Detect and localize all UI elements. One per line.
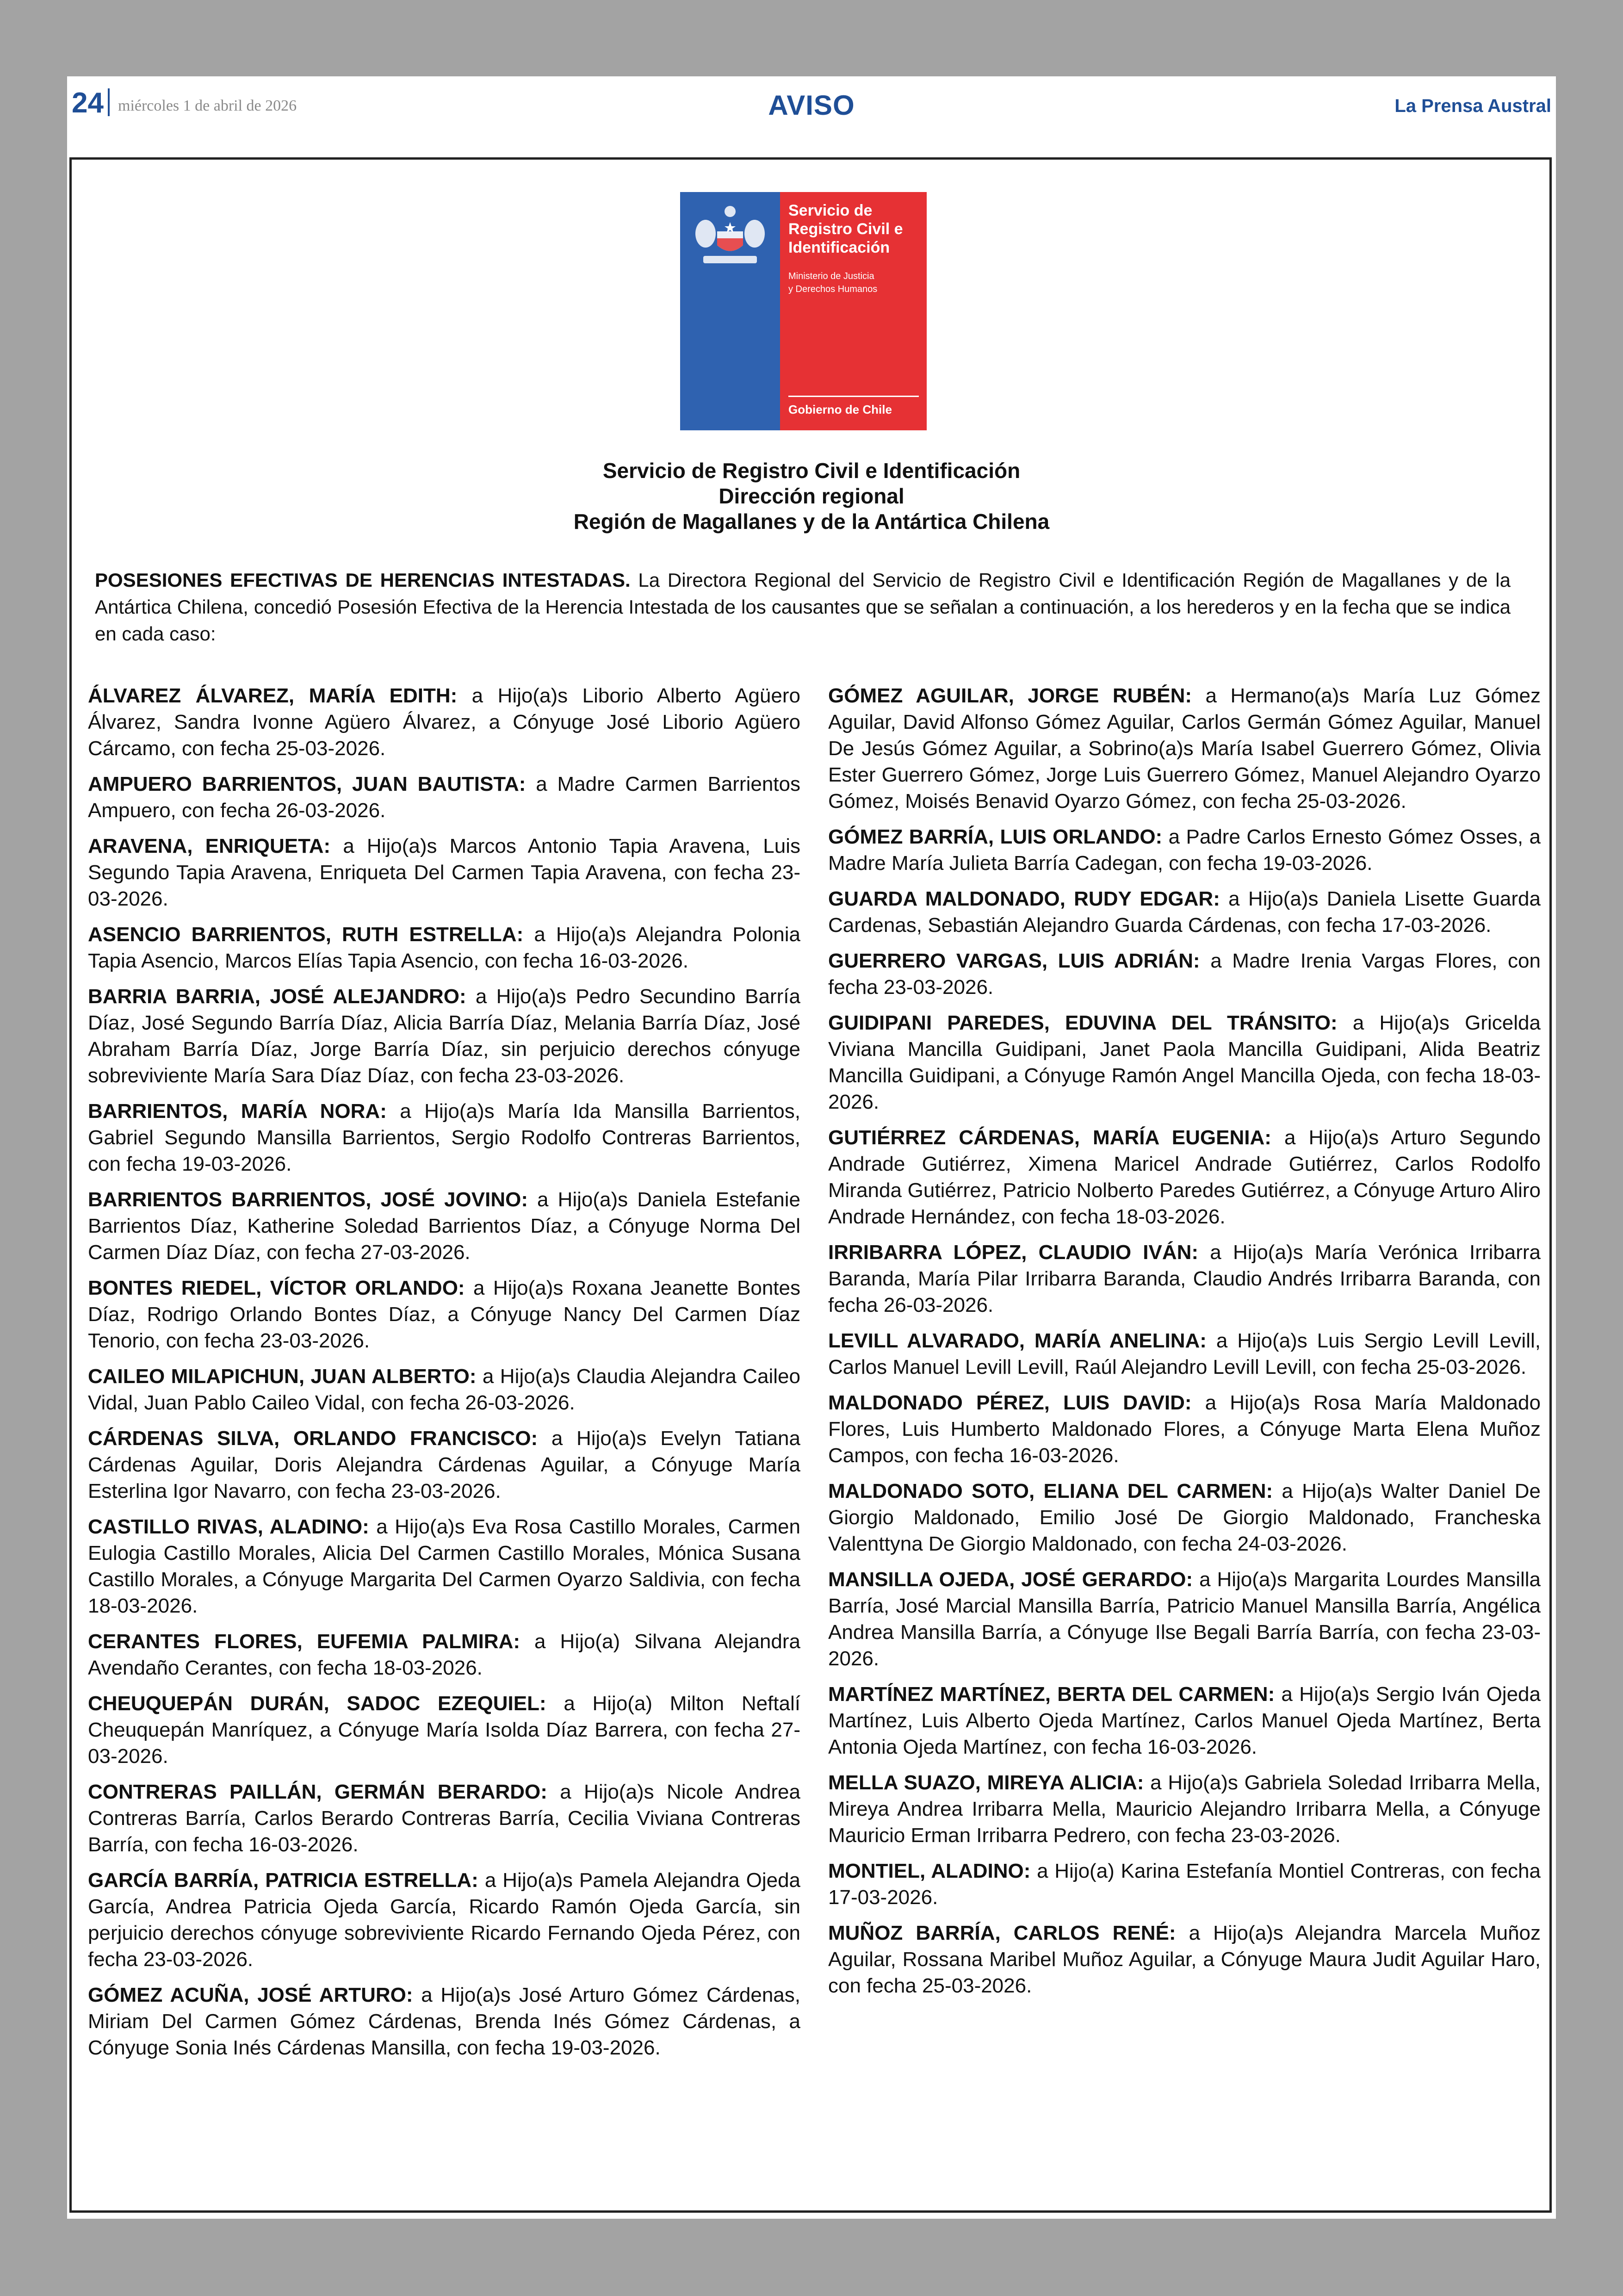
decedent-name: GÓMEZ AGUILAR, JORGE RUBÉN: [828, 684, 1192, 707]
heirs-text: a Madre Carmen Barrientos Ampuero, con fecha 26-03-2026. [88, 773, 800, 822]
heirs-text: a Hijo(a)s Sergio Iván Ojeda Martínez, Luis Alberto Ojeda Martínez, Carlos Manuel Ojeda Martínez, Berta Antonia Ojeda Martínez, con fecha 16-03-2026. [828, 1683, 1541, 1758]
notice-entry [828, 683, 1541, 814]
heirs-text: a Hijo(a)s María Ida Mansilla Barrientos, Gabriel Segundo Mansilla Barrientos, Sergio Rodolfo Contreras Barrientos, con fecha 19-03-2026. [88, 1100, 800, 1175]
notice-entry [88, 1186, 800, 1266]
page-date: miércoles 1 de abril de 2026 [118, 97, 297, 114]
notice-entry [88, 1098, 800, 1177]
heirs-text: a Hijo(a)s Gricelda Viviana Mancilla Guidipani, Janet Paola Mancilla Guidipani, Alida Beatriz Mancilla Guidipani, a Cónyuge Ramón Angel Mancilla Ojeda, con fecha 18-03-2026. [828, 1011, 1541, 1113]
section-title: AVISO [768, 90, 855, 121]
decedent-name: CHEUQUEPÁN DURÁN, SADOC EZEQUIEL: [88, 1692, 546, 1715]
notice-entry [88, 683, 800, 762]
decedent-name: GUTIÉRREZ CÁRDENAS, MARÍA EUGENIA: [828, 1126, 1271, 1149]
heirs-text: a Hijo(a)s Roxana Jeanette Bontes Díaz, Rodrigo Orlando Bontes Díaz, a Cónyuge Nancy Del Carmen Díaz Tenorio, con fecha 23-03-2026. [88, 1277, 800, 1352]
newspaper-name: La Prensa Austral [1394, 96, 1551, 116]
page-header [67, 76, 1556, 132]
intro-text: La Directora Regional del Servicio de Registro Civil e Identificación Región de Magallanes y de la Antártica Chilena, concedió Posesión Efectiva de la Herencia Intestada de los causantes que se señalan a continuación, a los herederos y en la fecha que se indica en cada caso: [95, 569, 1511, 645]
heirs-text: a Hijo(a) Milton Neftalí Cheuquepán Manríquez, a Cónyuge María Isolda Díaz Barrera, con fecha 27-03-2026. [88, 1692, 800, 1768]
agency-line-2: Dirección regional [719, 484, 904, 508]
agency-heading [67, 458, 1556, 534]
notice-entry [828, 1328, 1541, 1380]
registro-civil-logo [680, 192, 927, 430]
notice-entry [828, 1566, 1541, 1672]
heirs-text: a Hijo(a)s Alejandra Marcela Muñoz Aguilar, Rossana Maribel Muñoz Aguilar, a Cónyuge Maura Judit Aguilar Haro, con fecha 25-03-2026. [828, 1922, 1541, 1997]
heirs-text: a Hijo(a)s Luis Sergio Levill Levill, Carlos Manuel Levill Levill, Raúl Alejandro Levill Levill, con fecha 25-03-2026. [828, 1329, 1541, 1378]
heirs-text: a Hijo(a)s Daniela Estefanie Barrientos Díaz, Katherine Soledad Barrientos Díaz, a Cónyuge Norma Del Carmen Díaz Díaz, con fecha 27-03-2026. [88, 1188, 801, 1264]
notice-entry [88, 833, 800, 912]
heirs-text: a Hijo(a) Karina Estefanía Montiel Contreras, con fecha 17-03-2026. [828, 1860, 1541, 1909]
notice-entry [828, 948, 1541, 1000]
decedent-name: GÓMEZ BARRÍA, LUIS ORLANDO: [828, 825, 1163, 848]
heirs-text: a Hijo(a)s Marcos Antonio Tapia Aravena, Luis Segundo Tapia Aravena, Enriqueta Del Carmen Tapia Aravena, con fecha 23-03-2026. [88, 835, 801, 910]
heirs-text: a Hijo(a)s Rosa María Maldonado Flores, Luis Humberto Maldonado Flores, a Cónyuge Marta Elena Muñoz Campos, con fecha 16-03-2026. [828, 1391, 1541, 1467]
decedent-name: BARRIENTOS, MARÍA NORA: [88, 1100, 387, 1123]
heirs-text: a Hijo(a)s Liborio Alberto Agüero Álvarez, Sandra Ivonne Agüero Álvarez, a Cónyuge José Liborio Agüero Cárcamo, con fecha 25-03-2026. [88, 684, 800, 760]
decedent-name: GARCÍA BARRÍA, PATRICIA ESTRELLA: [88, 1869, 478, 1892]
logo-red-panel [780, 192, 927, 430]
decedent-name: CASTILLO RIVAS, ALADINO: [88, 1515, 369, 1538]
notice-entry [828, 1010, 1541, 1115]
heirs-text: a Hijo(a)s Alejandra Polonia Tapia Asencio, Marcos Elías Tapia Asencio, con fecha 16-03-2026. [88, 923, 800, 972]
decedent-name: MELLA SUAZO, MIREYA ALICIA: [828, 1771, 1144, 1794]
decedent-name: IRRIBARRA LÓPEZ, CLAUDIO IVÁN: [828, 1241, 1199, 1264]
heirs-text: a Hijo(a)s Claudia Alejandra Caileo Vidal, Juan Pablo Caileo Vidal, con fecha 26-03-2026. [88, 1365, 800, 1414]
decedent-name: BARRIENTOS BARRIENTOS, JOSÉ JOVINO: [88, 1188, 528, 1211]
heirs-text: a Hijo(a)s Arturo Segundo Andrade Gutiérrez, Ximena Maricel Andrade Gutiérrez, Carlos Rodolfo Miranda Gutiérrez, Patricio Nolberto Paredes Gutiérrez, a Cónyuge Arturo Aliro Andrade Hernández, con fecha 18-03-2026. [828, 1126, 1541, 1228]
notice-entry [828, 1124, 1541, 1230]
decedent-name: MONTIEL, ALADINO: [828, 1860, 1031, 1882]
decedent-name: CONTRERAS PAILLÁN, GERMÁN BERARDO: [88, 1781, 547, 1803]
decedent-name: CERANTES FLORES, EUFEMIA PALMIRA: [88, 1630, 520, 1653]
notice-entry [828, 1390, 1541, 1469]
coat-of-arms-icon [689, 201, 771, 271]
decedent-name: GUERRERO VARGAS, LUIS ADRIÁN: [828, 949, 1200, 972]
decedent-name: LEVILL ALVARADO, MARÍA ANELINA: [828, 1329, 1207, 1352]
decedent-name: MALDONADO PÉREZ, LUIS DAVID: [828, 1391, 1192, 1414]
notice-entry [828, 1769, 1541, 1849]
decedent-name: BARRIA BARRIA, JOSÉ ALEJANDRO: [88, 985, 466, 1008]
heirs-text: a Hijo(a)s Margarita Lourdes Mansilla Barría, José Marcial Mansilla Barría, Patricio Manuel Mansilla Barría, Angélica Andrea Mansilla Barría, a Cónyuge Ilse Begali Barría Barría, con fecha 23-03-2026. [828, 1568, 1541, 1670]
heirs-text: a Hijo(a)s Nicole Andrea Contreras Barría, Carlos Berardo Contreras Barría, Cecilia Viviana Contreras Barría, con fecha 16-03-2026. [88, 1781, 800, 1856]
notice-entry [88, 771, 800, 824]
agency-line-3: Región de Magallanes y de la Antártica Chilena [573, 509, 1050, 534]
decedent-name: MALDONADO SOTO, ELIANA DEL CARMEN: [828, 1480, 1273, 1502]
logo-gobierno: Gobierno de Chile [788, 403, 892, 416]
decedent-name: AMPUERO BARRIENTOS, JUAN BAUTISTA: [88, 773, 526, 795]
decedent-name: MUÑOZ BARRÍA, CARLOS RENÉ: [828, 1922, 1176, 1944]
heirs-text: a Hijo(a)s José Arturo Gómez Cárdenas, Miriam Del Carmen Gómez Cárdenas, Brenda Inés Gómez Cárdenas, a Cónyuge Sonia Inés Cárdenas Mansilla, con fecha 19-03-2026. [88, 1984, 800, 2059]
logo-divider [788, 396, 919, 397]
heirs-text: a Hijo(a)s Walter Daniel De Giorgio Maldonado, Emilio José De Giorgio Maldonado, Francheska Valenttyna De Giorgio Maldonado, con fecha 24-03-2026. [828, 1480, 1541, 1555]
notice-entry [88, 1690, 800, 1769]
decedent-name: ARAVENA, ENRIQUETA: [88, 835, 331, 857]
decedent-name: BONTES RIEDEL, VÍCTOR ORLANDO: [88, 1277, 465, 1299]
notice-entry [88, 1425, 800, 1504]
notice-entry [88, 1363, 800, 1416]
notice-entry [88, 983, 800, 1089]
newspaper-page [67, 76, 1556, 2219]
notice-entry [88, 1779, 800, 1858]
heirs-text: a Hijo(a)s Daniela Lisette Guarda Cardenas, Sebastián Alejandro Guarda Cárdenas, con fecha 17-03-2026. [828, 887, 1541, 937]
agency-line-1: Servicio de Registro Civil e Identificación [602, 459, 1021, 483]
notice-entry [88, 1628, 800, 1681]
notice-entry [88, 1867, 800, 1973]
heirs-text: a Hijo(a)s Gabriela Soledad Irribarra Mella, Mireya Andrea Irribarra Mella, Mauricio Alejandro Irribarra Mella, a Cónyuge Mauricio Erman Irribarra Pedrero, con fecha 23-03-2026. [828, 1771, 1541, 1847]
heirs-text: a Hijo(a)s María Verónica Irribarra Baranda, María Pilar Irribarra Baranda, Claudio Andrés Irribarra Baranda, con fecha 26-03-2026. [828, 1241, 1541, 1316]
decedent-name: MANSILLA OJEDA, JOSÉ GERARDO: [828, 1568, 1193, 1591]
intro-paragraph [95, 567, 1511, 647]
notice-entry [88, 921, 800, 974]
decedent-name: GUIDIPANI PAREDES, EDUVINA DEL TRÁNSITO: [828, 1011, 1338, 1034]
logo-blue-panel [680, 192, 780, 430]
notice-entry [88, 1514, 800, 1619]
decedent-name: ÁLVAREZ ÁLVAREZ, MARÍA EDITH: [88, 684, 458, 707]
decedent-name: ASENCIO BARRIENTOS, RUTH ESTRELLA: [88, 923, 524, 946]
heirs-text: a Hijo(a)s Pamela Alejandra Ojeda García, Andrea Patricia Ojeda García, Ricardo Ramón Ojeda García, sin perjuicio derechos cónyuge sobreviviente Ricardo Fernando Ojeda Pérez, con fecha 23-03-2026. [88, 1869, 801, 1971]
notice-entry [828, 1478, 1541, 1557]
left-column [88, 683, 800, 2070]
decedent-name: GÓMEZ ACUÑA, JOSÉ ARTURO: [88, 1984, 413, 2006]
decedent-name: CAILEO MILAPICHUN, JUAN ALBERTO: [88, 1365, 477, 1388]
heirs-text: a Padre Carlos Ernesto Gómez Osses, a Madre María Julieta Barría Cadegan, con fecha 19-03-2026. [828, 825, 1541, 875]
heirs-text: a Hijo(a)s Eva Rosa Castillo Morales, Carmen Eulogia Castillo Morales, Alicia Del Carmen Castillo Morales, Mónica Susana Castillo Morales, a Cónyuge Margarita Del Carmen Oyarzo Saldivia, con fecha 18-03-2026. [88, 1515, 800, 1617]
notice-entry [828, 886, 1541, 938]
heirs-text: a Hijo(a)s Evelyn Tatiana Cárdenas Aguilar, Doris Alejandra Cárdenas Aguilar, a Cónyuge María Esterlina Igor Navarro, con fecha 23-03-2026. [88, 1427, 801, 1502]
notice-entry [828, 824, 1541, 876]
notice-entry [828, 1681, 1541, 1760]
heirs-text: a Hermano(a)s María Luz Gómez Aguilar, David Alfonso Gómez Aguilar, Carlos Germán Gómez Aguilar, Manuel De Jesús Gómez Aguilar, a Sobrino(a)s María Isabel Guerrero Gómez, Olivia Ester Guerrero Gómez, Jorge Luis Guerrero Gómez, Manuel Alejandro Oyarzo Gómez, Moisés Benavid Oyarzo Gómez, con fecha 25-03-2026. [828, 684, 1541, 813]
logo-agency-name: Servicio de Registro Civil e Identificación [788, 202, 903, 256]
notice-entry [828, 1858, 1541, 1911]
heirs-text: a Hijo(a)s Pedro Secundino Barría Díaz, José Segundo Barría Díaz, Alicia Barría Díaz, Melania Barría Díaz, José Abraham Barría Díaz, Jorge Barría Díaz, sin perjuicio derechos cónyuge sobreviviente María Sara Díaz Díaz, con fecha 23-03-2026. [88, 985, 800, 1087]
right-column [828, 683, 1541, 2008]
page-number: 24 [72, 87, 104, 119]
heirs-text: a Hijo(a) Silvana Alejandra Avendaño Cerantes, con fecha 18-03-2026. [88, 1630, 800, 1679]
decedent-name: MARTÍNEZ MARTÍNEZ, BERTA DEL CARMEN: [828, 1683, 1275, 1706]
notice-entry [88, 1275, 800, 1354]
decedent-name: GUARDA MALDONADO, RUDY EDGAR: [828, 887, 1220, 910]
logo-ministry: Ministerio de Justicia y Derechos Humanos [788, 271, 878, 294]
notice-entry [88, 1982, 800, 2061]
intro-title: POSESIONES EFECTIVAS DE HERENCIAS INTESTADAS. [95, 569, 631, 591]
heirs-text: a Madre Irenia Vargas Flores, con fecha 23-03-2026. [828, 949, 1541, 999]
notice-entry [828, 1920, 1541, 1999]
notice-entry [828, 1239, 1541, 1318]
decedent-name: CÁRDENAS SILVA, ORLANDO FRANCISCO: [88, 1427, 538, 1450]
